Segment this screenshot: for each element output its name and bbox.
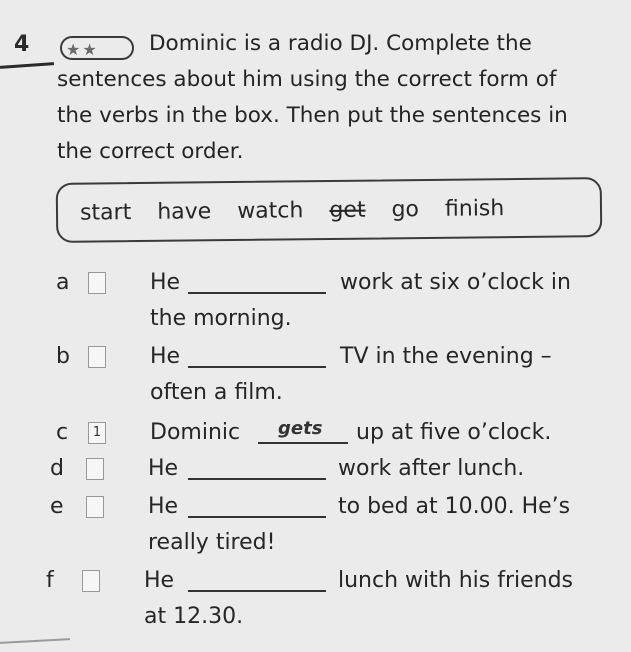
- order-number-box[interactable]: [88, 346, 106, 368]
- item-text: lunch with his friends: [338, 568, 574, 593]
- order-number-box[interactable]: [86, 458, 104, 480]
- instruction-line: Dominic is a radio DJ. Complete the: [149, 31, 532, 56]
- answer-blank[interactable]: [188, 590, 326, 592]
- instruction-line: the verbs in the box. Then put the sentences in: [57, 103, 568, 128]
- item-letter: f: [46, 568, 54, 593]
- word-have: have: [157, 198, 212, 225]
- word-start: start: [79, 199, 132, 226]
- instructions: [57, 26, 617, 170]
- answer-blank[interactable]: [258, 442, 348, 444]
- page-edge-line: [0, 638, 70, 644]
- item-subject: He: [148, 456, 179, 481]
- instruction-line: sentences about him using the correct form of: [57, 67, 557, 92]
- item-text-continued: the morning.: [150, 306, 292, 331]
- item-subject: He: [150, 270, 181, 295]
- item-subject: He: [144, 568, 175, 593]
- item-letter: d: [50, 456, 64, 481]
- item-letter: a: [56, 270, 70, 295]
- word-finish: finish: [444, 195, 505, 222]
- word-get-crossed-out: get: [329, 197, 366, 223]
- item-subject: He: [148, 494, 179, 519]
- item-letter: b: [56, 344, 70, 369]
- item-text: work at six o’clock in: [340, 270, 571, 295]
- order-number-box[interactable]: [88, 272, 106, 294]
- item-text: TV in the evening –: [340, 344, 552, 369]
- exercise-number-underline: [0, 62, 54, 69]
- item-text: up at five o’clock.: [356, 420, 552, 445]
- item-letter: e: [50, 494, 64, 519]
- answer-blank[interactable]: [188, 478, 326, 480]
- instruction-line: the correct order.: [57, 139, 244, 164]
- order-number-box[interactable]: [86, 496, 104, 518]
- difficulty-stars: ★★: [60, 36, 134, 60]
- item-subject: Dominic: [150, 420, 241, 445]
- verb-word-box: [56, 177, 603, 243]
- answer-blank[interactable]: [188, 292, 326, 294]
- example-answer: gets: [278, 418, 323, 439]
- order-number-box[interactable]: 1: [88, 422, 106, 444]
- answer-blank[interactable]: [188, 366, 326, 368]
- word-go: go: [391, 196, 420, 222]
- item-text-continued: really tired!: [148, 530, 276, 555]
- item-letter: c: [56, 420, 69, 445]
- order-number-box[interactable]: [82, 570, 100, 592]
- item-text: to bed at 10.00. He’s: [338, 494, 571, 519]
- item-text: work after lunch.: [338, 456, 525, 481]
- exercise-number: 4: [14, 32, 30, 57]
- item-text-continued: often a film.: [150, 380, 283, 405]
- word-watch: watch: [237, 197, 304, 224]
- item-subject: He: [150, 344, 181, 369]
- item-text-continued: at 12.30.: [144, 604, 244, 629]
- answer-blank[interactable]: [188, 516, 326, 518]
